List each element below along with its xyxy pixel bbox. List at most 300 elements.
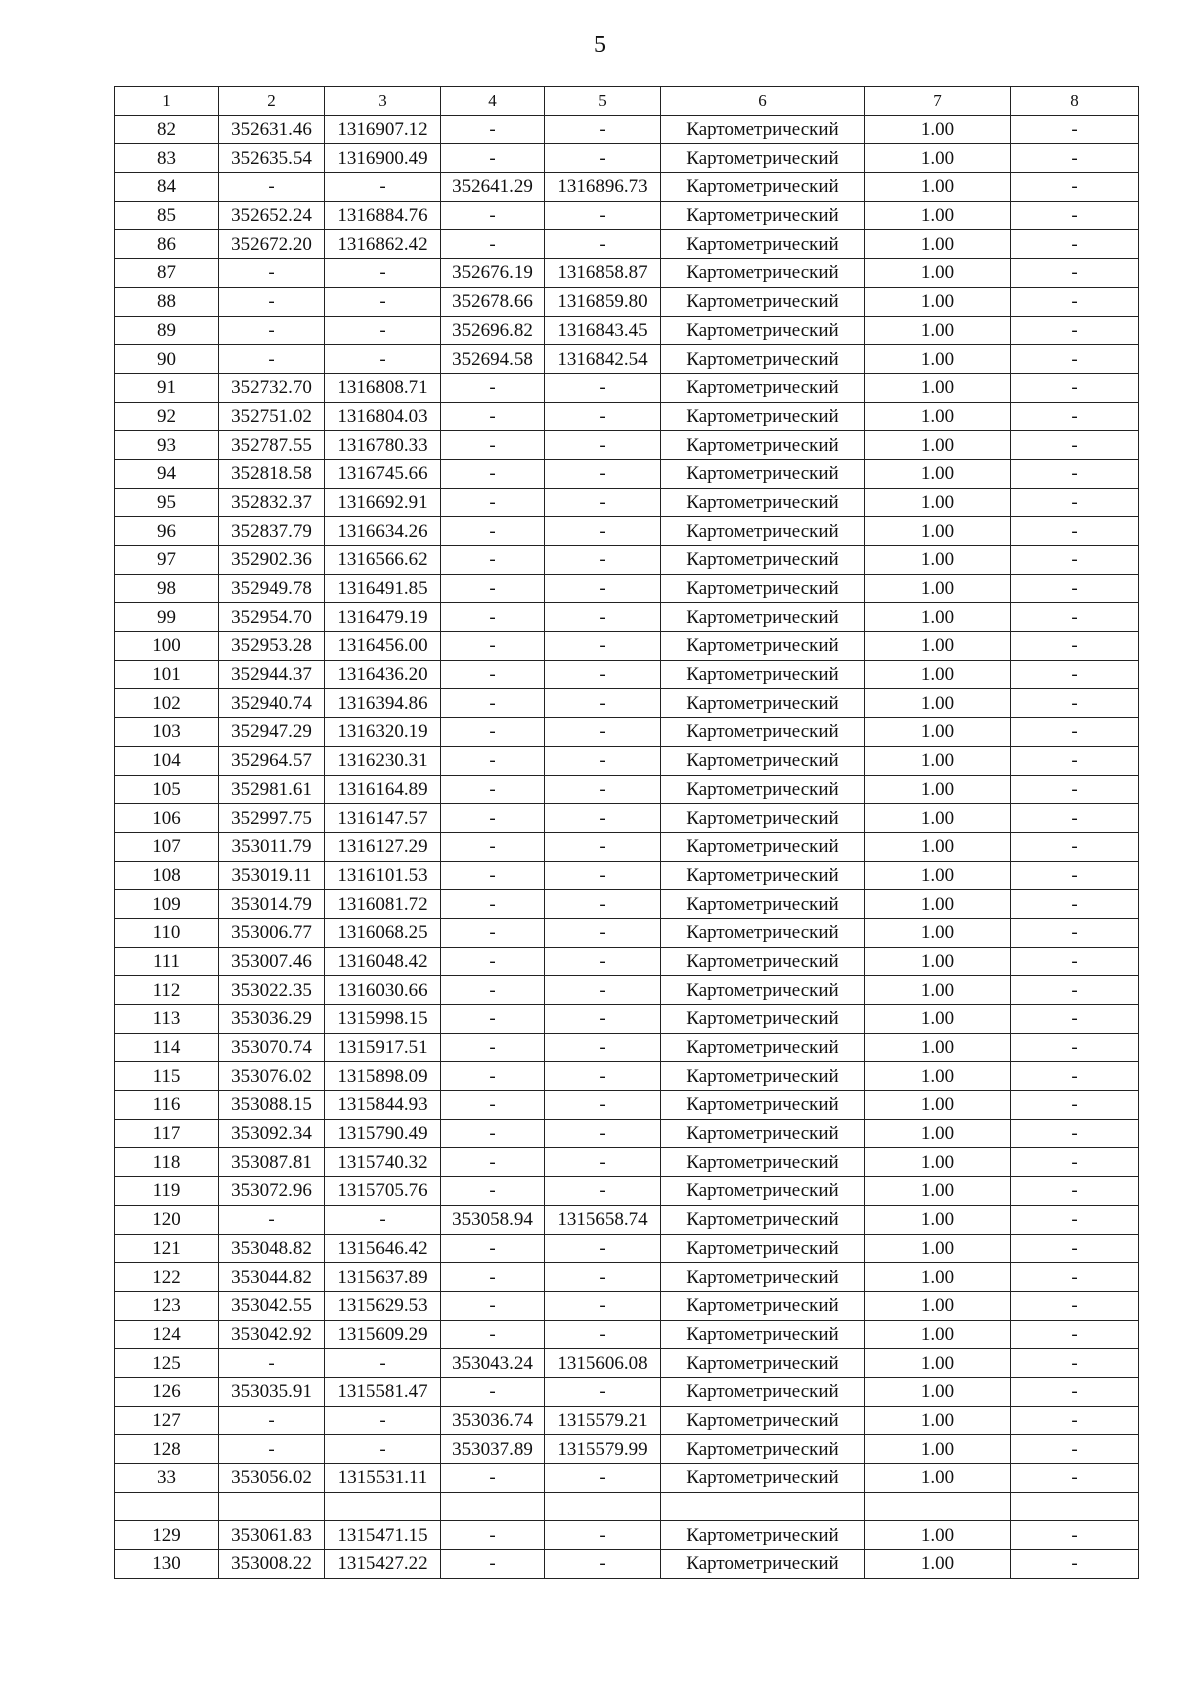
table-row [115, 1091, 1139, 1120]
table-cell: - [1011, 1291, 1139, 1320]
table-cell: 352696.82 [441, 316, 545, 345]
table-cell: - [325, 316, 441, 345]
table-cell [865, 1492, 1011, 1521]
table-cell: - [1011, 746, 1139, 775]
table-cell: - [545, 1119, 661, 1148]
table-cell: - [1011, 775, 1139, 804]
table-cell: 1.00 [865, 230, 1011, 259]
table-cell: 104 [115, 746, 219, 775]
table-cell: - [441, 1550, 545, 1579]
table-cell: - [1011, 861, 1139, 890]
table-cell: 1316858.87 [545, 259, 661, 288]
table-cell: - [1011, 1119, 1139, 1148]
table-cell: 126 [115, 1377, 219, 1406]
table-cell: - [219, 1205, 325, 1234]
table-cell: - [441, 488, 545, 517]
table-cell: - [441, 1320, 545, 1349]
table-cell: 111 [115, 947, 219, 976]
table-cell: Картометрический [661, 689, 865, 718]
table-cell: 120 [115, 1205, 219, 1234]
table-cell: 352940.74 [219, 689, 325, 718]
table-cell: - [545, 775, 661, 804]
table-cell: - [441, 947, 545, 976]
table-cell: 1316456.00 [325, 632, 441, 661]
table-cell: - [441, 230, 545, 259]
table-cell: - [545, 861, 661, 890]
table-cell: 353061.83 [219, 1521, 325, 1550]
table-cell: - [545, 1033, 661, 1062]
table-cell: 1.00 [865, 1521, 1011, 1550]
table-row [115, 1349, 1139, 1378]
table-cell: Картометрический [661, 1148, 865, 1177]
table-cell: 1316230.31 [325, 746, 441, 775]
table-cell: - [545, 546, 661, 575]
table-row [115, 144, 1139, 173]
table-cell: 91 [115, 373, 219, 402]
table-cell: 353072.96 [219, 1177, 325, 1206]
table-cell: Картометрический [661, 718, 865, 747]
table-cell: - [545, 689, 661, 718]
table-cell: - [441, 1148, 545, 1177]
table-cell: - [1011, 947, 1139, 976]
table-cell: 123 [115, 1291, 219, 1320]
table-cell: - [325, 1205, 441, 1234]
table-row [115, 1492, 1139, 1521]
table-cell: - [1011, 1263, 1139, 1292]
table-cell: 353006.77 [219, 918, 325, 947]
table-cell: - [1011, 1377, 1139, 1406]
table-cell: - [441, 1033, 545, 1062]
table-cell: Картометрический [661, 1521, 865, 1550]
table-cell: 1.00 [865, 1119, 1011, 1148]
table-cell: Картометрический [661, 1550, 865, 1579]
table-cell [661, 1492, 865, 1521]
table-cell: 1315471.15 [325, 1521, 441, 1550]
table-cell: - [545, 1320, 661, 1349]
table-header-row [115, 87, 1139, 116]
table-cell: - [1011, 603, 1139, 632]
table-cell: - [545, 201, 661, 230]
table-cell: 98 [115, 574, 219, 603]
table-cell: - [441, 603, 545, 632]
table-cell: - [1011, 1091, 1139, 1120]
table-cell: - [545, 517, 661, 546]
table-cell: - [441, 718, 545, 747]
table-cell: 353019.11 [219, 861, 325, 890]
table-cell: 1315646.42 [325, 1234, 441, 1263]
table-cell: 1.00 [865, 373, 1011, 402]
table-cell: Картометрический [661, 1091, 865, 1120]
table-cell: 113 [115, 1005, 219, 1034]
table-cell: 108 [115, 861, 219, 890]
table-cell: 1315579.21 [545, 1406, 661, 1435]
table-cell: - [545, 976, 661, 1005]
table-row [115, 201, 1139, 230]
table-cell: 352676.19 [441, 259, 545, 288]
table-cell: - [325, 173, 441, 202]
table-cell: 353076.02 [219, 1062, 325, 1091]
table-cell: - [441, 1177, 545, 1206]
table-cell: 352678.66 [441, 287, 545, 316]
table-cell: 353048.82 [219, 1234, 325, 1263]
table-cell: - [441, 832, 545, 861]
table-cell: 110 [115, 918, 219, 947]
table-cell: 97 [115, 546, 219, 575]
table-cell: 1.00 [865, 947, 1011, 976]
table-row [115, 603, 1139, 632]
table-cell: 352694.58 [441, 345, 545, 374]
table-cell: Картометрический [661, 373, 865, 402]
table-cell: Картометрический [661, 804, 865, 833]
table-cell: - [219, 1406, 325, 1435]
table-cell: 1316634.26 [325, 517, 441, 546]
table-cell: - [325, 259, 441, 288]
table-cell: 1.00 [865, 1062, 1011, 1091]
table-cell: 1316320.19 [325, 718, 441, 747]
table-cell: 1.00 [865, 431, 1011, 460]
table-cell: - [545, 115, 661, 144]
table-cell: Картометрический [661, 488, 865, 517]
table-cell: - [1011, 918, 1139, 947]
table-cell: - [545, 804, 661, 833]
table-cell: 1.00 [865, 804, 1011, 833]
table-cell: - [1011, 718, 1139, 747]
table-row [115, 1435, 1139, 1464]
table-cell: 94 [115, 459, 219, 488]
table-cell: - [1011, 976, 1139, 1005]
table-cell [115, 1492, 219, 1521]
table-body [115, 87, 1139, 1579]
table-row [115, 890, 1139, 919]
table-cell: - [441, 517, 545, 546]
table-cell: 90 [115, 345, 219, 374]
table-cell: - [1011, 173, 1139, 202]
table-cell: 1.00 [865, 259, 1011, 288]
table-cell: Картометрический [661, 1377, 865, 1406]
table-cell: Картометрический [661, 1320, 865, 1349]
table-cell: - [545, 1005, 661, 1034]
table-cell: 105 [115, 775, 219, 804]
table-cell: 125 [115, 1349, 219, 1378]
table-cell: 1315705.76 [325, 1177, 441, 1206]
table-cell: 1.00 [865, 459, 1011, 488]
table-cell: 1315917.51 [325, 1033, 441, 1062]
table-cell: - [1011, 488, 1139, 517]
table-cell: 353037.89 [441, 1435, 545, 1464]
table-cell: - [1011, 1464, 1139, 1493]
table-cell: 1.00 [865, 517, 1011, 546]
table-cell: 116 [115, 1091, 219, 1120]
table-cell: - [441, 918, 545, 947]
table-cell: - [441, 890, 545, 919]
table-cell: - [441, 201, 545, 230]
table-cell: 353092.34 [219, 1119, 325, 1148]
table-cell: - [1011, 689, 1139, 718]
table-row [115, 1119, 1139, 1148]
table-cell: - [1011, 1177, 1139, 1206]
table-cell: - [1011, 316, 1139, 345]
table-cell: 1315606.08 [545, 1349, 661, 1378]
table-cell: 114 [115, 1033, 219, 1062]
table-cell: 1316907.12 [325, 115, 441, 144]
table-cell: 1316479.19 [325, 603, 441, 632]
table-cell: Картометрический [661, 1435, 865, 1464]
table-cell: - [545, 402, 661, 431]
table-cell: - [441, 861, 545, 890]
table-row [115, 1148, 1139, 1177]
table-cell: 1315740.32 [325, 1148, 441, 1177]
table-cell: Картометрический [661, 316, 865, 345]
table-cell: 1.00 [865, 976, 1011, 1005]
table-cell: - [441, 1005, 545, 1034]
table-cell: 1.00 [865, 488, 1011, 517]
table-row [115, 115, 1139, 144]
table-row [115, 1377, 1139, 1406]
table-cell: - [219, 316, 325, 345]
table-cell: 1316491.85 [325, 574, 441, 603]
table-cell: - [441, 775, 545, 804]
table-cell: - [441, 689, 545, 718]
table-cell: 1.00 [865, 632, 1011, 661]
table-cell: 1316808.71 [325, 373, 441, 402]
table-cell: 1315581.47 [325, 1377, 441, 1406]
table-cell: 352732.70 [219, 373, 325, 402]
table-cell: 353036.29 [219, 1005, 325, 1034]
table-cell: - [545, 832, 661, 861]
table-cell: 82 [115, 115, 219, 144]
table-cell: - [441, 574, 545, 603]
table-cell: 1315998.15 [325, 1005, 441, 1034]
table-cell: Картометрический [661, 115, 865, 144]
header-cell: 4 [441, 87, 545, 116]
header-cell: 5 [545, 87, 661, 116]
table-cell: 103 [115, 718, 219, 747]
table-cell: - [325, 1349, 441, 1378]
table-cell: - [1011, 402, 1139, 431]
table-cell: Картометрический [661, 1406, 865, 1435]
table-cell: 1316884.76 [325, 201, 441, 230]
table-cell: - [441, 1521, 545, 1550]
table-cell: 1315898.09 [325, 1062, 441, 1091]
table-cell: 1316804.03 [325, 402, 441, 431]
table-cell: Картометрический [661, 459, 865, 488]
table-row [115, 488, 1139, 517]
table-cell: - [545, 1263, 661, 1292]
table-cell: Картометрический [661, 431, 865, 460]
table-cell: 1.00 [865, 775, 1011, 804]
table-cell: 1316048.42 [325, 947, 441, 976]
table-row [115, 1320, 1139, 1349]
table-cell: - [441, 1263, 545, 1292]
table-cell: 1316030.66 [325, 976, 441, 1005]
table-cell: 352954.70 [219, 603, 325, 632]
table-cell: Картометрический [661, 1005, 865, 1034]
table-cell: 1.00 [865, 402, 1011, 431]
table-cell: - [1011, 201, 1139, 230]
table-cell: 1.00 [865, 1205, 1011, 1234]
table-cell: 1.00 [865, 746, 1011, 775]
table-cell: 93 [115, 431, 219, 460]
table-cell: 353044.82 [219, 1263, 325, 1292]
table-cell: - [545, 230, 661, 259]
table-cell: 1.00 [865, 1377, 1011, 1406]
table-cell: Картометрический [661, 660, 865, 689]
table-cell: 353056.02 [219, 1464, 325, 1493]
table-cell: - [1011, 632, 1139, 661]
table-cell: 1.00 [865, 1550, 1011, 1579]
table-cell: 1315629.53 [325, 1291, 441, 1320]
table-cell: 33 [115, 1464, 219, 1493]
table-cell: 352818.58 [219, 459, 325, 488]
table-cell: 87 [115, 259, 219, 288]
table-cell: Картометрический [661, 746, 865, 775]
table-cell: - [545, 1177, 661, 1206]
table-row [115, 402, 1139, 431]
table-cell: - [441, 1062, 545, 1091]
table-cell: 1.00 [865, 546, 1011, 575]
table-cell: 1316843.45 [545, 316, 661, 345]
table-cell: - [1011, 1550, 1139, 1579]
table-cell: 1.00 [865, 1005, 1011, 1034]
table-cell: - [545, 947, 661, 976]
table-cell: 1.00 [865, 660, 1011, 689]
table-cell: - [219, 259, 325, 288]
table-cell: Картометрический [661, 947, 865, 976]
table-cell: 1315579.99 [545, 1435, 661, 1464]
table-cell: - [441, 746, 545, 775]
table-cell [219, 1492, 325, 1521]
table-cell: 352751.02 [219, 402, 325, 431]
table-cell: - [545, 431, 661, 460]
table-cell: 352947.29 [219, 718, 325, 747]
table-cell: - [1011, 1062, 1139, 1091]
table-cell: - [1011, 1349, 1139, 1378]
table-cell: - [219, 1435, 325, 1464]
table-row [115, 804, 1139, 833]
table-cell: - [1011, 1148, 1139, 1177]
table-cell: Картометрический [661, 173, 865, 202]
table-cell: 130 [115, 1550, 219, 1579]
table-cell: 99 [115, 603, 219, 632]
table-cell: Картометрический [661, 201, 865, 230]
table-cell: - [1011, 431, 1139, 460]
table-cell: 1.00 [865, 718, 1011, 747]
table-cell: Картометрический [661, 632, 865, 661]
table-cell: - [1011, 230, 1139, 259]
table-cell: 352997.75 [219, 804, 325, 833]
page-number: 5 [594, 32, 606, 58]
table-cell: 117 [115, 1119, 219, 1148]
table-row [115, 1205, 1139, 1234]
table-cell: - [1011, 660, 1139, 689]
table-cell: 353036.74 [441, 1406, 545, 1435]
table-cell: 1.00 [865, 1435, 1011, 1464]
table-cell: 1.00 [865, 1406, 1011, 1435]
table-cell: 353035.91 [219, 1377, 325, 1406]
table-cell: Картометрический [661, 259, 865, 288]
table-cell: - [545, 373, 661, 402]
table-cell: 1.00 [865, 603, 1011, 632]
table-cell: 109 [115, 890, 219, 919]
table-cell: - [441, 1119, 545, 1148]
table-cell: 1.00 [865, 1091, 1011, 1120]
table-cell: 1.00 [865, 890, 1011, 919]
table-cell: - [325, 287, 441, 316]
table-cell: - [441, 459, 545, 488]
table-cell: 1.00 [865, 1464, 1011, 1493]
table-cell: - [1011, 574, 1139, 603]
table-cell: 1315658.74 [545, 1205, 661, 1234]
table-cell: 119 [115, 1177, 219, 1206]
table-row [115, 976, 1139, 1005]
table-cell: 100 [115, 632, 219, 661]
table-cell: 353022.35 [219, 976, 325, 1005]
table-cell: 1315844.93 [325, 1091, 441, 1120]
table-cell: 1.00 [865, 287, 1011, 316]
table-cell: 129 [115, 1521, 219, 1550]
table-cell: Картометрический [661, 1205, 865, 1234]
table-cell: 89 [115, 316, 219, 345]
table-cell: - [1011, 1005, 1139, 1034]
table-cell: - [441, 660, 545, 689]
table-cell: - [1011, 345, 1139, 374]
table-cell: - [545, 660, 661, 689]
table-cell: 83 [115, 144, 219, 173]
table-cell: - [441, 1464, 545, 1493]
table-cell: 352949.78 [219, 574, 325, 603]
table-cell: Картометрический [661, 517, 865, 546]
table-row [115, 1005, 1139, 1034]
table-cell: 1.00 [865, 173, 1011, 202]
table-row [115, 345, 1139, 374]
table-cell: 1.00 [865, 1263, 1011, 1292]
table-cell: 1.00 [865, 832, 1011, 861]
table-cell: 107 [115, 832, 219, 861]
table-cell: - [1011, 259, 1139, 288]
table-cell: - [441, 431, 545, 460]
table-cell: - [1011, 115, 1139, 144]
table-row [115, 861, 1139, 890]
table-cell: 1316780.33 [325, 431, 441, 460]
table-row [115, 775, 1139, 804]
table-row [115, 373, 1139, 402]
table-cell [325, 1492, 441, 1521]
table-row [115, 1550, 1139, 1579]
table-cell: 353070.74 [219, 1033, 325, 1062]
table-cell: 124 [115, 1320, 219, 1349]
table-cell: 353087.81 [219, 1148, 325, 1177]
table-cell: 1.00 [865, 1177, 1011, 1206]
table-cell: 352837.79 [219, 517, 325, 546]
table-cell: 352981.61 [219, 775, 325, 804]
table-cell: 1.00 [865, 861, 1011, 890]
table-cell: - [1011, 890, 1139, 919]
table-cell: - [1011, 804, 1139, 833]
table-cell: 96 [115, 517, 219, 546]
table-cell [545, 1492, 661, 1521]
table-cell: 352787.55 [219, 431, 325, 460]
table-cell: 92 [115, 402, 219, 431]
table-cell [1011, 1492, 1139, 1521]
table-cell: - [545, 918, 661, 947]
table-cell: 1.00 [865, 316, 1011, 345]
table-cell: 1.00 [865, 574, 1011, 603]
table-cell: Картометрический [661, 1349, 865, 1378]
table-cell: - [441, 632, 545, 661]
table-cell: 121 [115, 1234, 219, 1263]
table-cell: - [1011, 1406, 1139, 1435]
table-cell: 112 [115, 976, 219, 1005]
